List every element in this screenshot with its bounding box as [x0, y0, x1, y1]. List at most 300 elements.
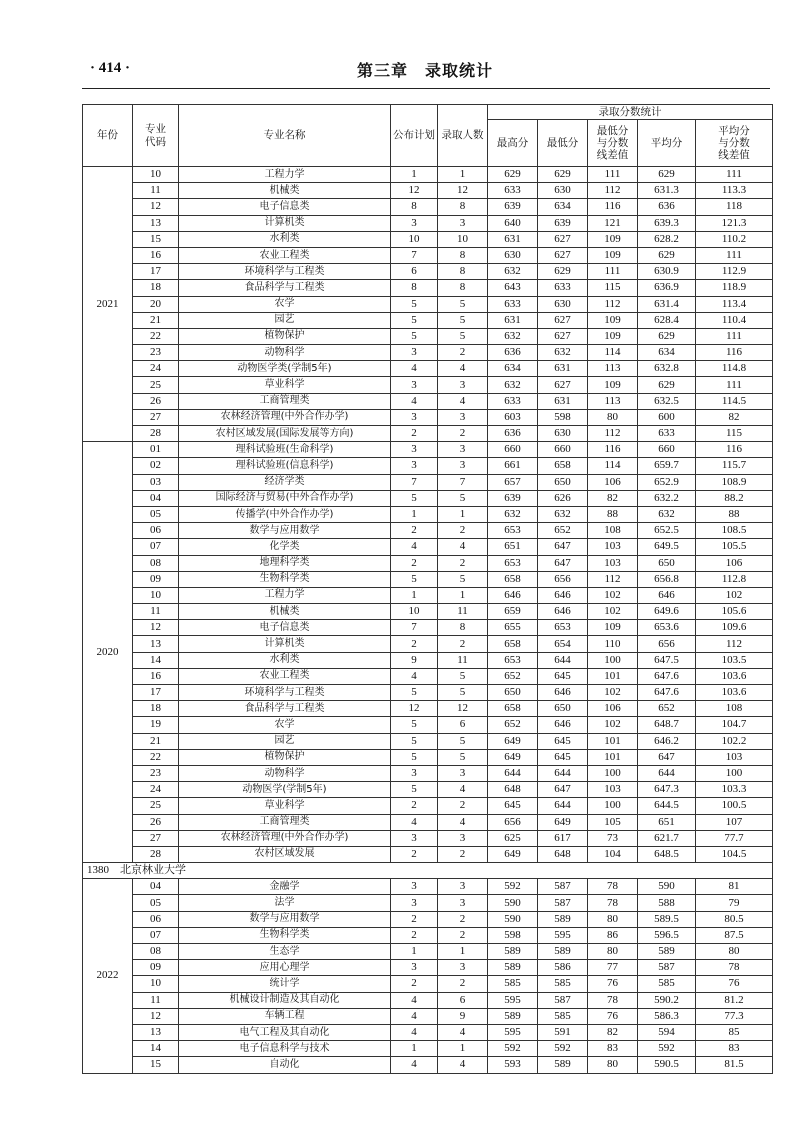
admitted-count: 8 — [438, 247, 488, 263]
table-row — [83, 782, 773, 798]
max-score: 598 — [488, 927, 538, 943]
min-diff: 116 — [588, 442, 638, 458]
table-row — [83, 345, 773, 361]
header-admitted: 录取人数 — [438, 105, 488, 167]
major-name: 食品科学与工程类 — [179, 280, 391, 296]
max-score: 589 — [488, 944, 538, 960]
table-row — [83, 636, 773, 652]
plan-count: 5 — [391, 782, 438, 798]
major-code: 19 — [133, 717, 179, 733]
avg-score: 647.5 — [638, 652, 696, 668]
plan-count: 3 — [391, 879, 438, 895]
max-score: 632 — [488, 328, 538, 344]
min-score: 656 — [538, 571, 588, 587]
avg-score: 629 — [638, 247, 696, 263]
avg-score: 646 — [638, 587, 696, 603]
min-diff: 109 — [588, 620, 638, 636]
major-name: 农学 — [179, 717, 391, 733]
major-code: 06 — [133, 523, 179, 539]
max-score: 639 — [488, 199, 538, 215]
min-score: 653 — [538, 620, 588, 636]
plan-count: 6 — [391, 264, 438, 280]
max-score: 639 — [488, 490, 538, 506]
table-row — [83, 183, 773, 199]
major-name: 计算机类 — [179, 636, 391, 652]
admitted-count: 3 — [438, 215, 488, 231]
min-diff: 83 — [588, 1041, 638, 1057]
major-name: 动物医学(学制5年) — [179, 782, 391, 798]
max-score: 643 — [488, 280, 538, 296]
admitted-count: 4 — [438, 782, 488, 798]
table-row — [83, 895, 773, 911]
min-score: 585 — [538, 976, 588, 992]
major-name: 农村区域发展 — [179, 846, 391, 862]
major-code: 24 — [133, 361, 179, 377]
min-diff: 100 — [588, 798, 638, 814]
header-avg-score: 平均分 — [638, 120, 696, 167]
max-score: 589 — [488, 1008, 538, 1024]
max-score: 646 — [488, 587, 538, 603]
min-score: 630 — [538, 426, 588, 442]
admitted-count: 3 — [438, 458, 488, 474]
admitted-count: 5 — [438, 685, 488, 701]
plan-count: 4 — [391, 1057, 438, 1073]
admitted-count: 2 — [438, 976, 488, 992]
avg-score: 651 — [638, 814, 696, 830]
plan-count: 5 — [391, 733, 438, 749]
plan-count: 2 — [391, 523, 438, 539]
plan-count: 4 — [391, 992, 438, 1008]
major-name: 工商管理类 — [179, 814, 391, 830]
admitted-count: 9 — [438, 1008, 488, 1024]
table-row — [83, 1024, 773, 1040]
major-name: 传播学(中外合作办学) — [179, 506, 391, 522]
major-code: 27 — [133, 409, 179, 425]
major-name: 动物科学 — [179, 765, 391, 781]
avg-diff: 113.3 — [696, 183, 773, 199]
min-score: 633 — [538, 280, 588, 296]
avg-score: 653.6 — [638, 620, 696, 636]
avg-score: 632.5 — [638, 393, 696, 409]
avg-diff: 105.5 — [696, 539, 773, 555]
major-code: 16 — [133, 247, 179, 263]
avg-score: 630.9 — [638, 264, 696, 280]
major-code: 03 — [133, 474, 179, 490]
avg-diff: 110.4 — [696, 312, 773, 328]
plan-count: 5 — [391, 296, 438, 312]
max-score: 650 — [488, 685, 538, 701]
admitted-count: 3 — [438, 895, 488, 911]
admitted-count: 5 — [438, 749, 488, 765]
table-row — [83, 555, 773, 571]
avg-score: 648.5 — [638, 846, 696, 862]
chapter-title: 第三章 录取统计 — [356, 61, 493, 80]
table-row — [83, 523, 773, 539]
major-name: 国际经济与贸易(中外合作办学) — [179, 490, 391, 506]
table-row — [83, 539, 773, 555]
avg-score: 659.7 — [638, 458, 696, 474]
min-diff: 78 — [588, 879, 638, 895]
major-code: 14 — [133, 652, 179, 668]
plan-count: 4 — [391, 539, 438, 555]
min-score: 585 — [538, 1008, 588, 1024]
avg-diff: 112.8 — [696, 571, 773, 587]
major-name: 动物科学 — [179, 345, 391, 361]
major-name: 生物科学类 — [179, 927, 391, 943]
avg-diff: 106 — [696, 555, 773, 571]
major-name: 电气工程及其自动化 — [179, 1024, 391, 1040]
min-diff: 109 — [588, 312, 638, 328]
min-score: 589 — [538, 1057, 588, 1073]
plan-count: 8 — [391, 280, 438, 296]
max-score: 644 — [488, 765, 538, 781]
avg-score: 636 — [638, 199, 696, 215]
admitted-count: 2 — [438, 911, 488, 927]
min-diff: 104 — [588, 846, 638, 862]
max-score: 625 — [488, 830, 538, 846]
major-code: 09 — [133, 571, 179, 587]
min-score: 647 — [538, 539, 588, 555]
major-code: 16 — [133, 668, 179, 684]
major-code: 07 — [133, 539, 179, 555]
plan-count: 2 — [391, 426, 438, 442]
table-row — [83, 717, 773, 733]
max-score: 653 — [488, 523, 538, 539]
major-name: 植物保护 — [179, 328, 391, 344]
major-code: 25 — [133, 377, 179, 393]
avg-score: 589.5 — [638, 911, 696, 927]
avg-diff: 88.2 — [696, 490, 773, 506]
major-name: 园艺 — [179, 312, 391, 328]
max-score: 658 — [488, 571, 538, 587]
min-score: 627 — [538, 231, 588, 247]
admitted-count: 2 — [438, 798, 488, 814]
plan-count: 4 — [391, 1024, 438, 1040]
avg-score: 586.3 — [638, 1008, 696, 1024]
avg-score: 649.6 — [638, 604, 696, 620]
plan-count: 1 — [391, 944, 438, 960]
avg-diff: 111 — [696, 167, 773, 183]
header-avg-diff: 平均分 与分数 线差值 — [696, 120, 773, 167]
max-score: 593 — [488, 1057, 538, 1073]
avg-score: 590.5 — [638, 1057, 696, 1073]
plan-count: 5 — [391, 328, 438, 344]
plan-count: 2 — [391, 798, 438, 814]
min-score: 587 — [538, 895, 588, 911]
min-diff: 116 — [588, 199, 638, 215]
plan-count: 4 — [391, 361, 438, 377]
avg-diff: 76 — [696, 976, 773, 992]
major-code: 14 — [133, 1041, 179, 1057]
avg-score: 632.2 — [638, 490, 696, 506]
major-name: 地理科学类 — [179, 555, 391, 571]
major-name: 农学 — [179, 296, 391, 312]
avg-score: 588 — [638, 895, 696, 911]
max-score: 636 — [488, 426, 538, 442]
min-diff: 78 — [588, 992, 638, 1008]
avg-diff: 108.5 — [696, 523, 773, 539]
avg-diff: 121.3 — [696, 215, 773, 231]
min-diff: 101 — [588, 749, 638, 765]
plan-count: 5 — [391, 685, 438, 701]
max-score: 661 — [488, 458, 538, 474]
min-score: 629 — [538, 264, 588, 280]
avg-score: 660 — [638, 442, 696, 458]
max-score: 653 — [488, 555, 538, 571]
admitted-count: 1 — [438, 944, 488, 960]
major-code: 04 — [133, 879, 179, 895]
major-code: 05 — [133, 506, 179, 522]
major-code: 12 — [133, 199, 179, 215]
max-score: 595 — [488, 992, 538, 1008]
avg-score: 656 — [638, 636, 696, 652]
admitted-count: 2 — [438, 523, 488, 539]
year-cell: 2021 — [83, 167, 133, 442]
admitted-count: 1 — [438, 587, 488, 603]
plan-count: 7 — [391, 620, 438, 636]
avg-diff: 79 — [696, 895, 773, 911]
admitted-count: 5 — [438, 733, 488, 749]
admitted-count: 4 — [438, 393, 488, 409]
min-diff: 76 — [588, 1008, 638, 1024]
major-name: 工程力学 — [179, 167, 391, 183]
major-code: 13 — [133, 215, 179, 231]
major-code: 18 — [133, 701, 179, 717]
avg-diff: 114.5 — [696, 393, 773, 409]
avg-score: 632.8 — [638, 361, 696, 377]
major-name: 电子信息类 — [179, 620, 391, 636]
year-cell: 2022 — [83, 879, 133, 1073]
min-score: 639 — [538, 215, 588, 231]
admitted-count: 2 — [438, 636, 488, 652]
avg-score: 631.3 — [638, 183, 696, 199]
major-code: 21 — [133, 733, 179, 749]
avg-diff: 103.3 — [696, 782, 773, 798]
plan-count: 8 — [391, 199, 438, 215]
admitted-count: 12 — [438, 183, 488, 199]
table-row — [83, 620, 773, 636]
min-diff: 112 — [588, 183, 638, 199]
max-score: 590 — [488, 895, 538, 911]
avg-diff: 111 — [696, 328, 773, 344]
avg-score: 600 — [638, 409, 696, 425]
major-name: 经济学类 — [179, 474, 391, 490]
table-row — [83, 814, 773, 830]
table-row — [83, 506, 773, 522]
avg-score: 646.2 — [638, 733, 696, 749]
max-score: 595 — [488, 1024, 538, 1040]
min-diff: 102 — [588, 685, 638, 701]
min-diff: 101 — [588, 733, 638, 749]
admitted-count: 3 — [438, 442, 488, 458]
avg-score: 592 — [638, 1041, 696, 1057]
min-diff: 111 — [588, 167, 638, 183]
plan-count: 1 — [391, 1041, 438, 1057]
avg-diff: 116 — [696, 442, 773, 458]
admitted-count: 8 — [438, 199, 488, 215]
max-score: 632 — [488, 506, 538, 522]
plan-count: 2 — [391, 846, 438, 862]
major-name: 车辆工程 — [179, 1008, 391, 1024]
table-row — [83, 361, 773, 377]
header-max-score: 最高分 — [488, 120, 538, 167]
plan-count: 2 — [391, 636, 438, 652]
avg-diff: 114.8 — [696, 361, 773, 377]
avg-diff: 103.6 — [696, 668, 773, 684]
major-code: 07 — [133, 927, 179, 943]
avg-diff: 118 — [696, 199, 773, 215]
major-name: 农村区域发展(国际发展等方向) — [179, 426, 391, 442]
avg-diff: 107 — [696, 814, 773, 830]
max-score: 649 — [488, 846, 538, 862]
major-code: 12 — [133, 1008, 179, 1024]
table-row — [83, 377, 773, 393]
min-score: 646 — [538, 587, 588, 603]
min-score: 650 — [538, 701, 588, 717]
avg-score: 656.8 — [638, 571, 696, 587]
header-plan: 公布计划 — [391, 105, 438, 167]
max-score: 660 — [488, 442, 538, 458]
major-code: 09 — [133, 960, 179, 976]
major-code: 24 — [133, 782, 179, 798]
table-row — [83, 652, 773, 668]
avg-diff: 108 — [696, 701, 773, 717]
major-code: 11 — [133, 604, 179, 620]
plan-count: 3 — [391, 458, 438, 474]
avg-diff: 85 — [696, 1024, 773, 1040]
major-code: 04 — [133, 490, 179, 506]
min-diff: 121 — [588, 215, 638, 231]
max-score: 636 — [488, 345, 538, 361]
major-name: 理科试验班(生命科学) — [179, 442, 391, 458]
avg-diff: 115.7 — [696, 458, 773, 474]
admitted-count: 11 — [438, 652, 488, 668]
avg-diff: 103.5 — [696, 652, 773, 668]
table-row — [83, 215, 773, 231]
avg-diff: 110.2 — [696, 231, 773, 247]
major-name: 动物医学类(学制5年) — [179, 361, 391, 377]
plan-count: 7 — [391, 474, 438, 490]
major-name: 自动化 — [179, 1057, 391, 1073]
min-score: 595 — [538, 927, 588, 943]
table-row — [83, 604, 773, 620]
major-code: 02 — [133, 458, 179, 474]
min-score: 632 — [538, 506, 588, 522]
admitted-count: 5 — [438, 296, 488, 312]
max-score: 656 — [488, 814, 538, 830]
min-score: 658 — [538, 458, 588, 474]
min-score: 629 — [538, 167, 588, 183]
admitted-count: 1 — [438, 1041, 488, 1057]
plan-count: 1 — [391, 506, 438, 522]
header-major-name: 专业名称 — [179, 105, 391, 167]
table-row — [83, 685, 773, 701]
major-code: 18 — [133, 280, 179, 296]
min-score: 649 — [538, 814, 588, 830]
table-row — [83, 231, 773, 247]
admission-score-table — [82, 104, 773, 1074]
admitted-count: 8 — [438, 280, 488, 296]
max-score: 629 — [488, 167, 538, 183]
admitted-count: 5 — [438, 571, 488, 587]
plan-count: 3 — [391, 345, 438, 361]
min-score: 589 — [538, 944, 588, 960]
table-row — [83, 458, 773, 474]
plan-count: 4 — [391, 668, 438, 684]
min-score: 587 — [538, 992, 588, 1008]
min-diff: 82 — [588, 490, 638, 506]
avg-score: 594 — [638, 1024, 696, 1040]
min-score: 632 — [538, 345, 588, 361]
major-name: 植物保护 — [179, 749, 391, 765]
major-name: 生物科学类 — [179, 571, 391, 587]
max-score: 631 — [488, 231, 538, 247]
major-name: 园艺 — [179, 733, 391, 749]
avg-score: 652 — [638, 701, 696, 717]
plan-count: 1 — [391, 587, 438, 603]
page-header — [90, 58, 760, 84]
header-major-code: 专业 代码 — [133, 105, 179, 167]
min-diff: 76 — [588, 976, 638, 992]
max-score: 603 — [488, 409, 538, 425]
avg-diff: 100 — [696, 765, 773, 781]
avg-score: 634 — [638, 345, 696, 361]
avg-diff: 77.7 — [696, 830, 773, 846]
avg-score: 648.7 — [638, 717, 696, 733]
avg-diff: 81.2 — [696, 992, 773, 1008]
min-score: 652 — [538, 523, 588, 539]
min-diff: 82 — [588, 1024, 638, 1040]
min-score: 598 — [538, 409, 588, 425]
plan-count: 3 — [391, 765, 438, 781]
min-diff: 109 — [588, 231, 638, 247]
max-score: 633 — [488, 296, 538, 312]
min-score: 647 — [538, 782, 588, 798]
min-diff: 108 — [588, 523, 638, 539]
school-header-row — [83, 863, 773, 879]
min-score: 645 — [538, 668, 588, 684]
major-code: 01 — [133, 442, 179, 458]
major-name: 农林经济管理(中外合作办学) — [179, 830, 391, 846]
table-row — [83, 798, 773, 814]
min-diff: 103 — [588, 539, 638, 555]
admitted-count: 1 — [438, 506, 488, 522]
min-diff: 102 — [588, 604, 638, 620]
avg-diff: 111 — [696, 377, 773, 393]
avg-score: 585 — [638, 976, 696, 992]
min-diff: 80 — [588, 1057, 638, 1073]
avg-score: 628.4 — [638, 312, 696, 328]
plan-count: 10 — [391, 231, 438, 247]
table-row — [83, 474, 773, 490]
major-code: 21 — [133, 312, 179, 328]
min-diff: 109 — [588, 328, 638, 344]
min-score: 646 — [538, 604, 588, 620]
max-score: 592 — [488, 1041, 538, 1057]
max-score: 658 — [488, 701, 538, 717]
max-score: 632 — [488, 264, 538, 280]
avg-diff: 112.9 — [696, 264, 773, 280]
table-row — [83, 846, 773, 862]
table-row — [83, 571, 773, 587]
max-score: 658 — [488, 636, 538, 652]
plan-count: 5 — [391, 571, 438, 587]
min-diff: 106 — [588, 701, 638, 717]
min-score: 631 — [538, 361, 588, 377]
min-score: 586 — [538, 960, 588, 976]
major-name: 农业工程类 — [179, 668, 391, 684]
min-diff: 100 — [588, 765, 638, 781]
